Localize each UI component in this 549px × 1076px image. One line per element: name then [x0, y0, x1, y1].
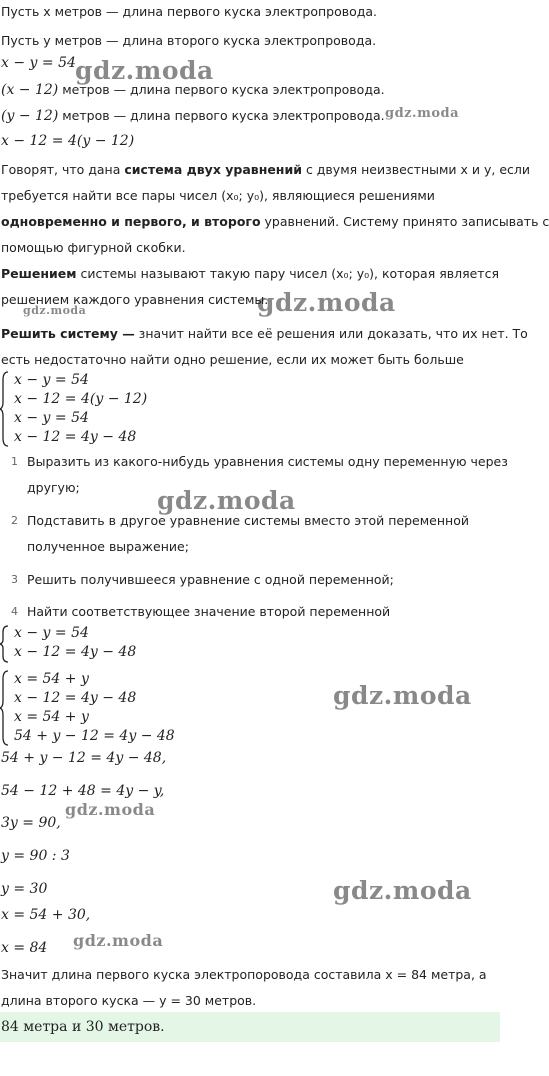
step-3-text: Решить получившееся уравнение с одной переменной;: [27, 572, 394, 587]
definition-line-2: требуется найти все пары чисел (x₀; y₀), являющиеся решениями: [1, 188, 435, 203]
calc-line-5: y = 30: [1, 881, 48, 897]
answer-text: 84 метра и 30 метров.: [1, 1019, 165, 1035]
calc-line-1: 54 + y − 12 = 4y − 48,: [1, 750, 167, 766]
conclusion-line-1: Значит длина первого куска электропоровода составила x = 84 метра, а: [1, 967, 487, 982]
system-2-brace: [0, 624, 10, 664]
watermark-6: gdz.moda: [333, 681, 472, 710]
watermark-9: gdz.moda: [73, 931, 164, 950]
def-text-3: уравнений. Систему принято записывать с: [260, 214, 549, 229]
solution-def-line-1: [1, 266, 499, 281]
watermark-1: gdz.moda: [75, 56, 214, 85]
watermark-2: gdz.moda: [385, 106, 460, 121]
step-2-text: Подставить в другое уравнение системы вместо этой переменной: [27, 513, 469, 528]
solution-def-line-2: решением каждого уравнения системы.: [1, 292, 269, 307]
system-1-eq-3: x − y = 54: [14, 410, 89, 426]
step-2-text-cont: полученное выражение;: [27, 539, 189, 554]
step-1-number: 1: [11, 455, 18, 468]
solution-bold: Решением: [1, 266, 77, 281]
calc-line-7: x = 84: [1, 940, 48, 956]
definition-line-4: помощью фигурной скобки.: [1, 240, 186, 255]
system-3-eq-2: x − 12 = 4y − 48: [14, 690, 137, 706]
watermark-5: gdz.moda: [157, 486, 296, 515]
system-3-eq-4: 54 + y − 12 = 4y − 48: [14, 728, 175, 744]
def-text-c: с двумя неизвестными x и y, если: [301, 162, 531, 177]
system-1-eq-4: x − 12 = 4y − 48: [14, 429, 137, 445]
equation-1: x − y = 54: [1, 55, 76, 71]
system-3-eq-1: x = 54 + y: [14, 671, 89, 687]
system-1-brace: [0, 370, 10, 448]
solve-text: значит найти все её решения или доказать, что их нет. То: [134, 326, 528, 341]
def-text-a: Говорят, что дана: [1, 162, 125, 177]
system-3-eq-3: x = 54 + y: [14, 709, 89, 725]
solve-def-line-1: [1, 326, 528, 341]
intro-line-2: Пусть y метров — длина второго куска электропровода.: [1, 33, 377, 48]
calc-line-2: 54 − 12 + 48 = 4y − y,: [1, 783, 165, 799]
system-2-eq-1: x − y = 54: [14, 625, 89, 641]
watermark-8: gdz.moda: [333, 876, 472, 905]
step-4-text: Найти соответствующее значение второй переменной: [27, 604, 391, 619]
calc-line-4: y = 90 : 3: [1, 848, 70, 864]
system-3-brace: [0, 669, 10, 747]
expr-x-12: (x − 12): [1, 82, 59, 98]
conclusion-line-2: длина второго куска — y = 30 метров.: [1, 993, 257, 1008]
solve-bold: Решить систему —: [1, 326, 135, 341]
system-1-eq-2: x − 12 = 4(y − 12): [14, 391, 148, 407]
solution-text: системы называют такую пару чисел (x₀; y₀), которая является: [76, 266, 499, 281]
watermark-3: gdz.moda: [257, 288, 396, 317]
calc-line-6: x = 54 + 30,: [1, 907, 91, 923]
expr-y-12: (y − 12): [1, 108, 59, 124]
step-1-text: Выразить из какого-нибудь уравнения системы одну переменную через: [27, 454, 508, 469]
system-1-eq-1: x − y = 54: [14, 372, 89, 388]
answer-box: [0, 1012, 500, 1042]
watermark-4: gdz.moda: [23, 304, 87, 317]
intro-text-4: метров — длина первого куска электропровода.: [58, 82, 385, 97]
step-2-number: 2: [11, 514, 18, 527]
def-bold-both: одновременно и первого, и второго: [1, 214, 261, 229]
solve-def-line-2: есть недостаточно найти одно решение, если их может быть больше: [1, 352, 464, 367]
intro-line-5: [1, 108, 385, 124]
definition-line-3: [1, 214, 549, 229]
intro-line-1: Пусть x метров — длина первого куска электропровода.: [1, 4, 378, 19]
system-2-eq-2: x − 12 = 4y − 48: [14, 644, 137, 660]
intro-text-5: метров — длина первого куска электропровода.: [58, 108, 385, 123]
def-bold-system: система двух уравнений: [124, 162, 302, 177]
watermark-7: gdz.moda: [65, 800, 156, 819]
step-4-number: 4: [11, 605, 18, 618]
equation-2: x − 12 = 4(y − 12): [1, 133, 135, 149]
step-3-number: 3: [11, 573, 18, 586]
step-1-text-cont: другую;: [27, 480, 80, 495]
calc-line-3: 3y = 90,: [1, 815, 61, 831]
definition-line-1: [1, 162, 530, 177]
